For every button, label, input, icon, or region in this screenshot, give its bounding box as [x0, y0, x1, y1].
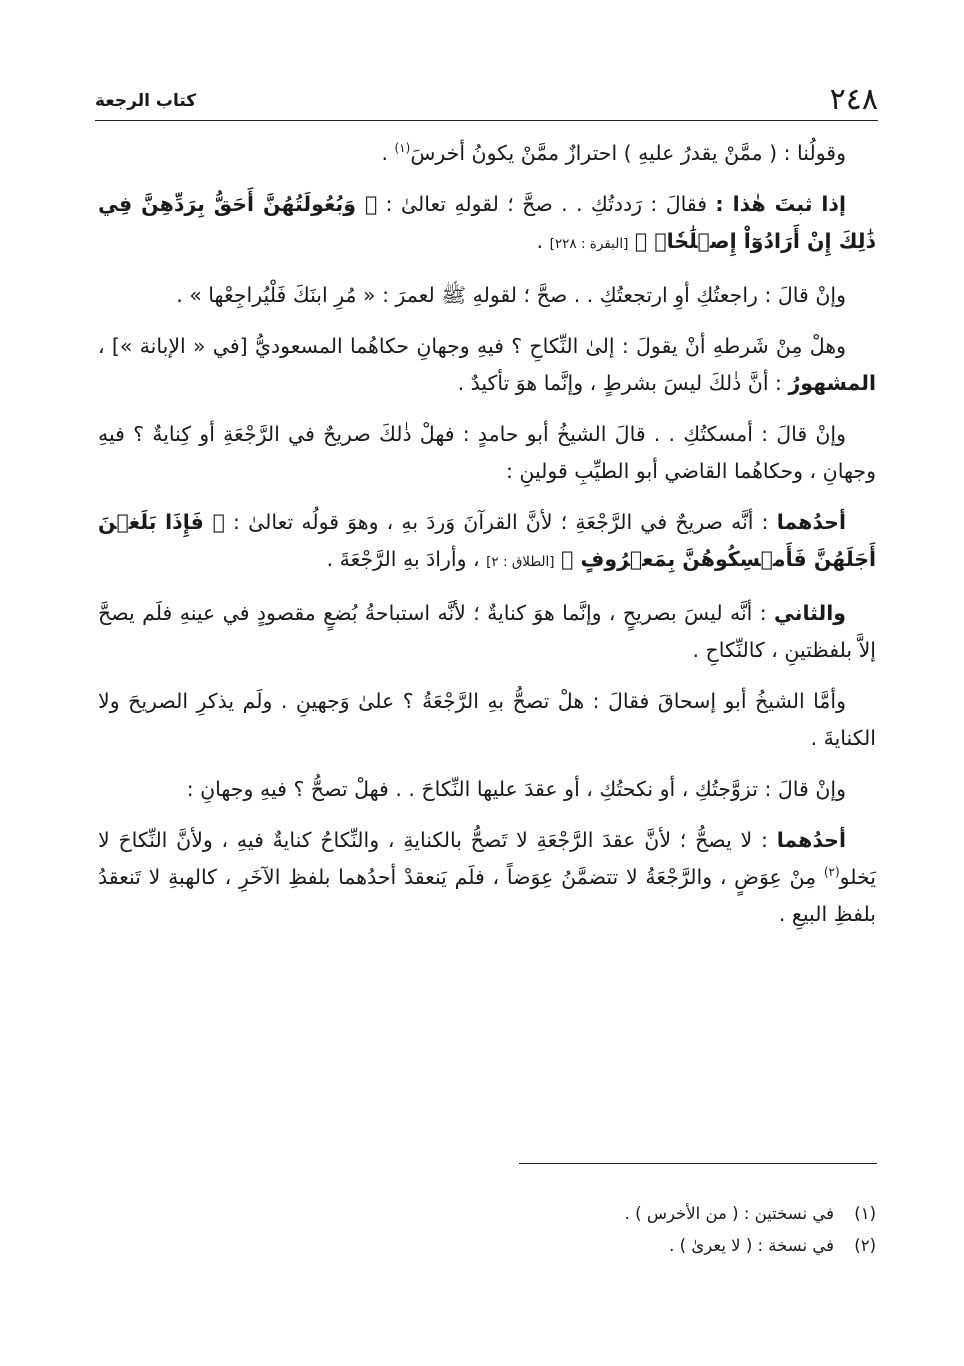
- verse-reference: [البقرة : ٢٢٨]: [549, 236, 629, 252]
- paragraph-lead: إذا ثبتَ هٰذا :: [715, 192, 846, 216]
- paragraph: وإنْ قالَ : أمسكتُكِ . . قالَ الشيخُ أبو حامدٍ : فهلْ ذٰلكَ صريحٌ في الرَّجْعَةِ أو كِنايةٌ ؟ فيهِ وجهانِ ، وحكاهُما القاضي أبو الطيِّبِ قولينِ :: [98, 422, 876, 483]
- footnote: [98, 1230, 876, 1262]
- footnote-ref: (٢): [823, 865, 840, 880]
- quran-verse: ﴿ وَبُعُولَتُهُنَّ أَحَقُّ بِرَدِّهِنَّ فِي ذَٰلِكَ إِنْ أَرَادُوٓاْ إِصۡلَٰحٗاۚ ﴾: [98, 192, 876, 253]
- footnote: [98, 1198, 876, 1230]
- footnote-divider: [519, 1163, 877, 1164]
- footnote-ref: (١): [394, 141, 411, 156]
- paragraph-lead: والثاني: [774, 601, 846, 625]
- paragraph-lead: أحدُهما: [776, 510, 846, 534]
- footnotes: [98, 1198, 876, 1262]
- footnote-text: في نسخة : ( لا يعرىٰ ) .: [669, 1236, 834, 1255]
- footnote-number: (٢): [854, 1236, 876, 1255]
- paragraph: وأمَّا الشيخُ أبو إسحاقَ فقالَ : هلْ تصحُّ بهِ الرَّجْعَةُ ؟ علىٰ وَجهينِ . ولَم يذكرِ الصريحَ ولا الكنايةَ .: [98, 689, 876, 750]
- paragraph: وإنْ قالَ : تزوَّجتُكِ ، أو نكحتُكِ ، أو عقدَ عليها النِّكاحَ . . فهلْ تصحُّ ؟ فيهِ وجهانِ :: [186, 777, 846, 801]
- paragraph-term: المشهورُ: [788, 371, 876, 395]
- quran-verse: ﴿ فَإِذَا بَلَغۡنَ أَجَلَهُنَّ فَأَمۡسِكُوهُنَّ بِمَعۡرُوفٍ ﴾: [98, 510, 876, 571]
- paragraph-lead: أحدُهما: [776, 828, 846, 852]
- page-number: ٢٤٨: [829, 82, 878, 117]
- footnote-number: (١): [854, 1204, 876, 1223]
- page-header: [95, 82, 878, 121]
- running-head: كتاب الرجعة: [95, 91, 197, 111]
- paragraph: وقولُنا : ( ممَّنْ يقدرُ عليهِ ) احترازٌ ممَّنْ يكونُ أخرسَ$^{(١)}$ .: [381, 141, 846, 165]
- paragraph: أحدُهما : أنَّه صريحٌ في الرَّجْعَةِ ؛ لأنَّ القرآنَ وَردَ بهِ ، وهوَ قولُه تعالىٰ : ﴿ فَإِذَا بَلَغۡنَ أَجَلَهُنَّ فَأَمۡسِكُوهُنَّ بِمَعۡرُوفٍ ﴾ [الطلاق : ٢] ، وأرادَ بهِ الرَّجْعَةَ .: [98, 510, 876, 571]
- paragraph: والثاني : أنَّه ليسَ بصريحٍ ، وإنَّما هوَ كنايةٌ ؛ لأنَّه استباحةُ بُضعٍ مقصودٍ في عينهِ فلَم يصحَّ إلاَّ بلفظتينِ ، كالنِّكاحِ .: [98, 601, 876, 662]
- paragraph: وإنْ قالَ : راجعتُكِ أوِ ارتجعتُكِ . . صحَّ ؛ لقولهِ ﷺ لعمرَ : « مُرِ ابنَكَ فَلْيُراجِعْها » .: [176, 283, 846, 307]
- paragraph: وهلْ مِنْ شَرطهِ أنْ يقولَ : إلىٰ النِّكاحِ ؟ فيهِ وجهانِ حكاهُما المسعوديُّ [في « الإبانة »] ، المشهورُ : أنَّ ذٰلكَ ليسَ بشرطٍ ، وإنَّما هوَ تأكيدٌ .: [98, 334, 876, 395]
- paragraph: أحدُهما : لا يصحُّ ؛ لأنَّ عقدَ الرَّجْعَةِ لا تَصحُّ بالكنايةِ ، والنِّكاحُ كنايةٌ فيهِ ، ولأنَّ النِّكاحَ لا يَخلو$^{(٢)}$ مِنْ عِوَضٍ ، والرَّجْعَةُ لا تتضمَّنُ عِوَضاً ، فلَم يَنعقدْ أحدُهما بلفظِ الآخَرِ ، كالهبةِ لا تَنعقدُ بلفظِ البيعِ .: [98, 828, 876, 926]
- footnote-text: في نسختين : ( من الأخرس ) .: [624, 1204, 834, 1223]
- paragraph: إذا ثبتَ هٰذا : فقالَ : رَددتُكِ . . صحَّ ؛ لقولهِ تعالىٰ : ﴿ وَبُعُولَتُهُنَّ أَحَقُّ بِرَدِّهِنَّ فِي ذَٰلِكَ إِنْ أَرَادُوٓاْ إِصۡلَٰحٗاۚ ﴾ [البقرة : ٢٢٨] .: [98, 192, 876, 253]
- verse-reference: [الطلاق : ٢]: [486, 554, 555, 570]
- body-text: [98, 135, 876, 947]
